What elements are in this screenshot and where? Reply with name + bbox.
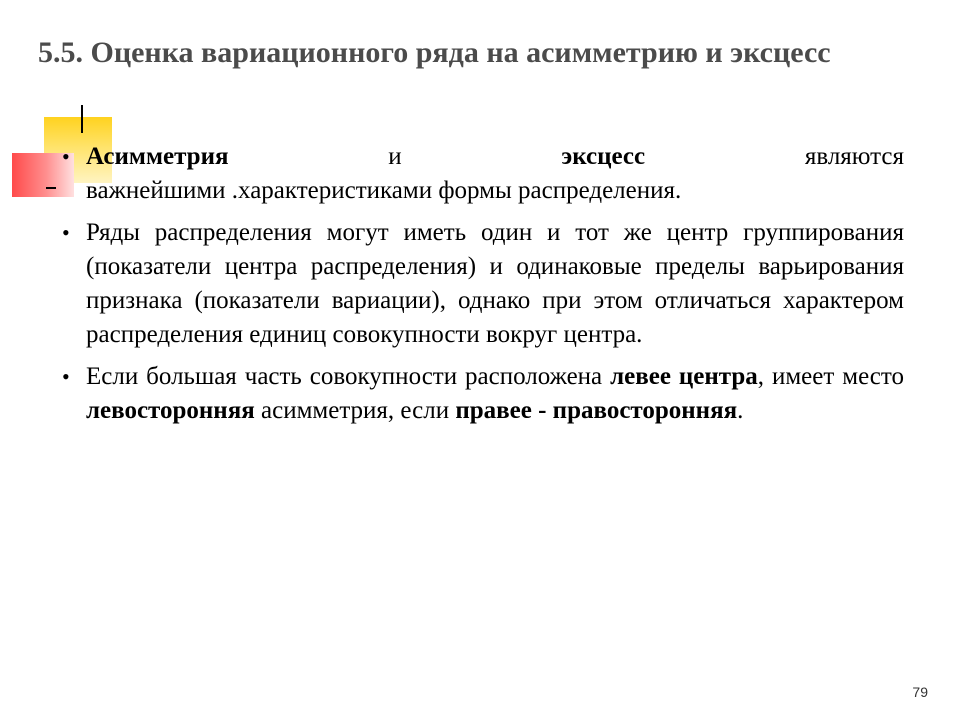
bullet-1-rest: важнейшими .характеристиками формы распределения. [86, 177, 682, 204]
bullet-1 [62, 140, 904, 208]
bullet-3 [62, 360, 904, 428]
bullet-3-text-1: Если большая часть совокупности расположена [86, 363, 611, 390]
decor-horizontal-line [46, 187, 56, 189]
bullet-3-text-3: асимметрия, если [254, 397, 456, 424]
bullet-2-text: Ряды распределения могут иметь один и тот же центр группирования (показатели центра распределения) и одинаковые пределы варьирования признака (показатели вариации), однако при этом отличаться характером распределения единиц совокупности вокруг центра. [86, 219, 904, 348]
word-are: являются [804, 143, 904, 170]
page-number: 79 [912, 684, 928, 700]
term-left-of-center: левее центра [610, 363, 758, 390]
term-right-sided: правее - правосторонняя [455, 397, 738, 424]
bullet-2 [62, 216, 904, 352]
term-asymmetry: Асимметрия [86, 143, 229, 170]
slide-body [62, 140, 904, 436]
term-excess: эксцесс [561, 143, 646, 170]
bullet-1-first-line [86, 140, 904, 174]
bullet-dot-icon: • [62, 144, 70, 169]
term-left-sided: левосторонняя [86, 397, 255, 424]
word-and: и [388, 143, 402, 170]
bullet-3-text-2: , имеет место [757, 363, 904, 390]
slide-title: 5.5. Оценка вариационного ряда на асимметрию и эксцесс [38, 36, 831, 69]
decor-vertical-line [81, 105, 83, 133]
bullet-3-text-4: . [737, 397, 744, 424]
bullet-dot-icon: • [62, 364, 70, 389]
bullet-dot-icon: • [62, 220, 70, 245]
